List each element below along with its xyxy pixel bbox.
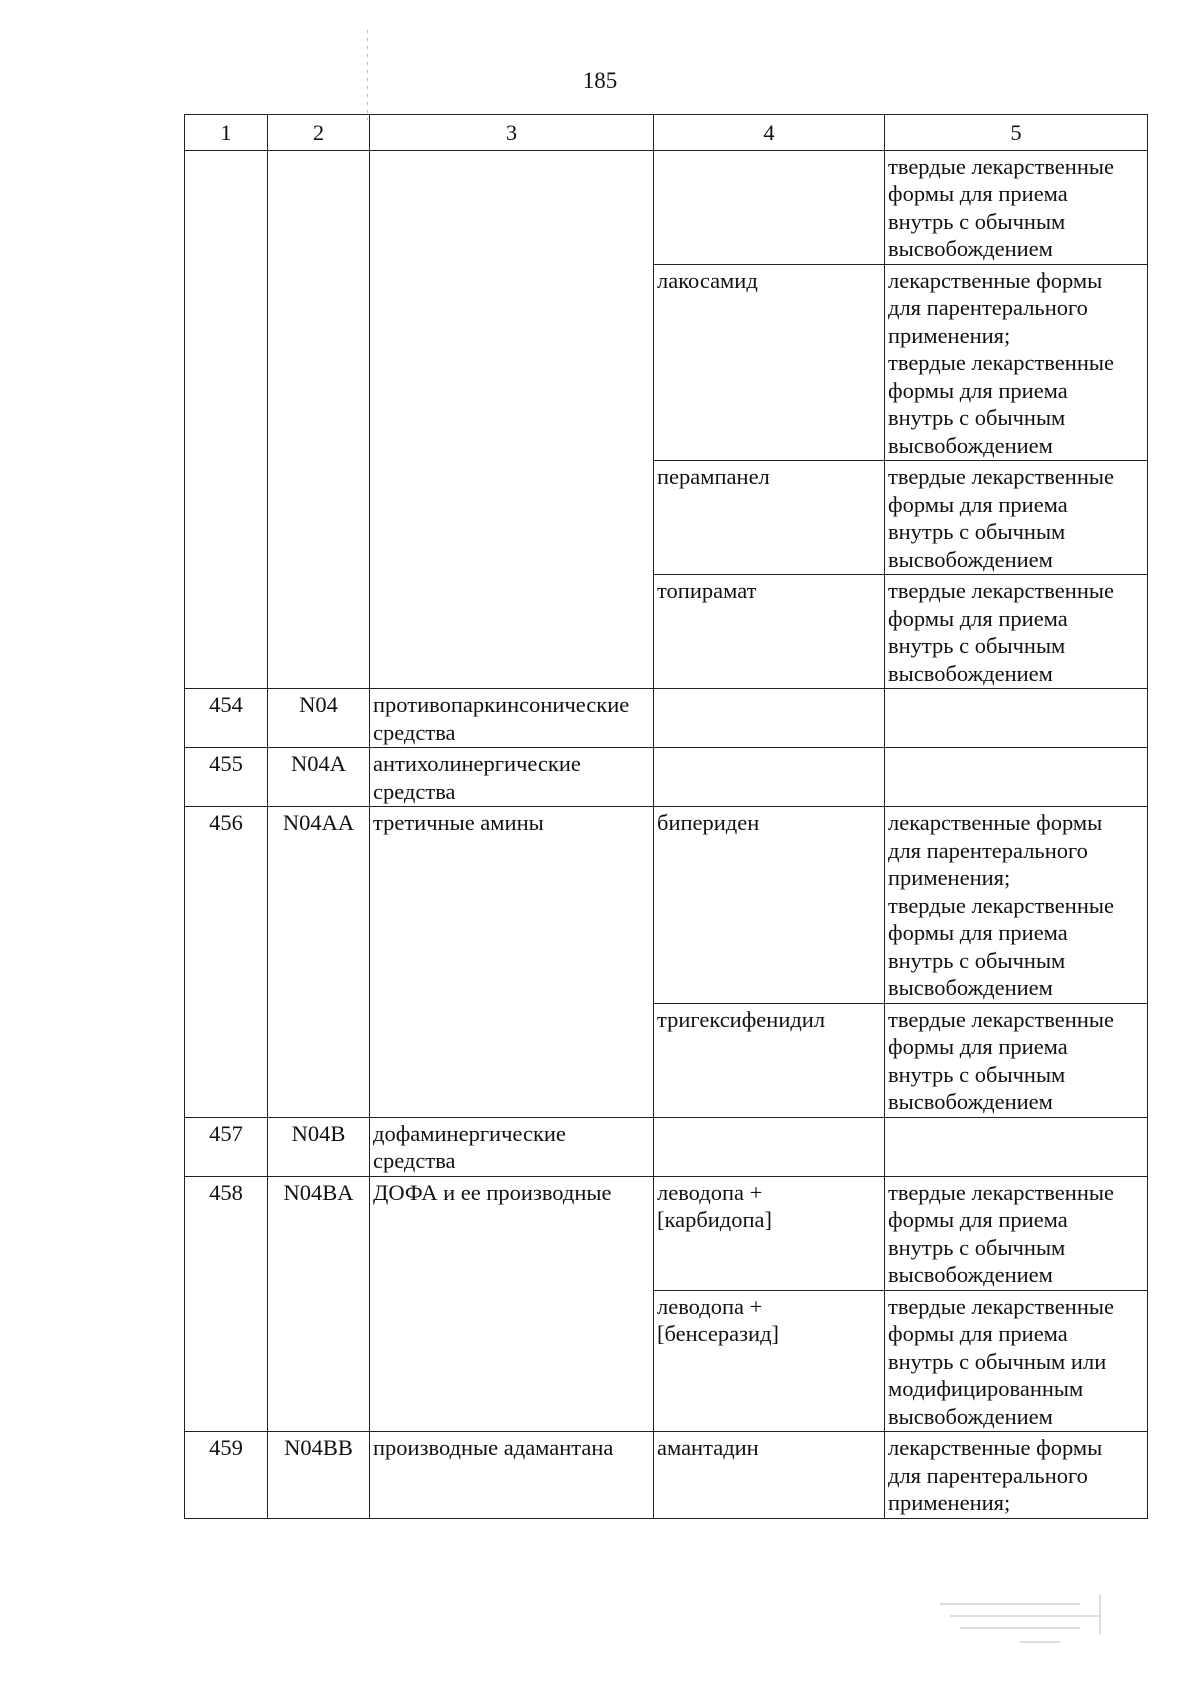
cell-drug-name: леводопа + [карбидопа] [654, 1176, 885, 1290]
cell-empty [654, 1117, 885, 1176]
cell-row-number: 454 [185, 689, 268, 748]
cell-group-name: ДОФА и ее производные [370, 1176, 654, 1432]
cell-atc-code: N04A [268, 748, 370, 807]
cell-dosage-form: лекарственные формы для парентерального применения; твердые лекарственные формы для приема внутрь с обычным высвобождением [885, 264, 1148, 461]
cell-group-name: производные адамантана [370, 1432, 654, 1519]
cell-atc-code: N04 [268, 689, 370, 748]
header-col-2: 2 [268, 115, 370, 151]
header-col-1: 1 [185, 115, 268, 151]
cell-empty [885, 748, 1148, 807]
cell-row-number: 455 [185, 748, 268, 807]
table-row [185, 1176, 1148, 1290]
table-row [185, 150, 1148, 264]
cell-drug-name: тригексифенидил [654, 1003, 885, 1117]
cell-group-name: противопаркинсонические средства [370, 689, 654, 748]
cell-drug-name: лакосамид [654, 264, 885, 461]
cell-drug-name: бипериден [654, 807, 885, 1004]
cell-group-name: антихолинергические средства [370, 748, 654, 807]
cell-empty [268, 150, 370, 689]
cell-dosage-form: твердые лекарственные формы для приема внутрь с обычным высвобождением [885, 150, 1148, 264]
cell-dosage-form: твердые лекарственные формы для приема внутрь с обычным высвобождением [885, 1003, 1148, 1117]
cell-empty [885, 1117, 1148, 1176]
cell-drug-name: перампанел [654, 461, 885, 575]
table-row [185, 689, 1148, 748]
cell-row-number: 459 [185, 1432, 268, 1519]
table-row [185, 1117, 1148, 1176]
table-row [185, 807, 1148, 1004]
cell-drug-name: топирамат [654, 575, 885, 689]
page-number: 185 [582, 68, 618, 93]
cell-atc-code: N04B [268, 1117, 370, 1176]
cell-row-number: 457 [185, 1117, 268, 1176]
cell-dosage-form: твердые лекарственные формы для приема внутрь с обычным высвобождением [885, 1176, 1148, 1290]
cell-empty [654, 689, 885, 748]
header-col-4: 4 [654, 115, 885, 151]
cell-dosage-form: лекарственные формы для парентерального применения; твердые лекарственные формы для приема внутрь с обычным высвобождением [885, 807, 1148, 1004]
cell-drug-name: амантадин [654, 1432, 885, 1519]
stamp-mark [920, 1584, 1120, 1654]
cell-group-name: дофаминергические средства [370, 1117, 654, 1176]
cell-empty [370, 150, 654, 689]
cell-atc-code: N04BA [268, 1176, 370, 1432]
table-row [185, 1432, 1148, 1519]
cell-dosage-form: твердые лекарственные формы для приема внутрь с обычным высвобождением [885, 461, 1148, 575]
header-col-5: 5 [885, 115, 1148, 151]
table-header-row [185, 115, 1148, 151]
cell-dosage-form: твердые лекарственные формы для приема внутрь с обычным высвобождением [885, 575, 1148, 689]
cell-row-number: 458 [185, 1176, 268, 1432]
cell-empty [654, 150, 885, 264]
cell-empty [885, 689, 1148, 748]
cell-empty [654, 748, 885, 807]
cell-drug-name: леводопа + [бенсеразид] [654, 1290, 885, 1432]
cell-row-number: 456 [185, 807, 268, 1118]
cell-dosage-form: лекарственные формы для парентерального применения; [885, 1432, 1148, 1519]
medication-table [184, 114, 1148, 1519]
table-row [185, 748, 1148, 807]
cell-dosage-form: твердые лекарственные формы для приема внутрь с обычным или модифицированным высвобождением [885, 1290, 1148, 1432]
cell-atc-code: N04BB [268, 1432, 370, 1519]
cell-group-name: третичные амины [370, 807, 654, 1118]
cell-empty [185, 150, 268, 689]
header-col-3: 3 [370, 115, 654, 151]
cell-atc-code: N04AA [268, 807, 370, 1118]
